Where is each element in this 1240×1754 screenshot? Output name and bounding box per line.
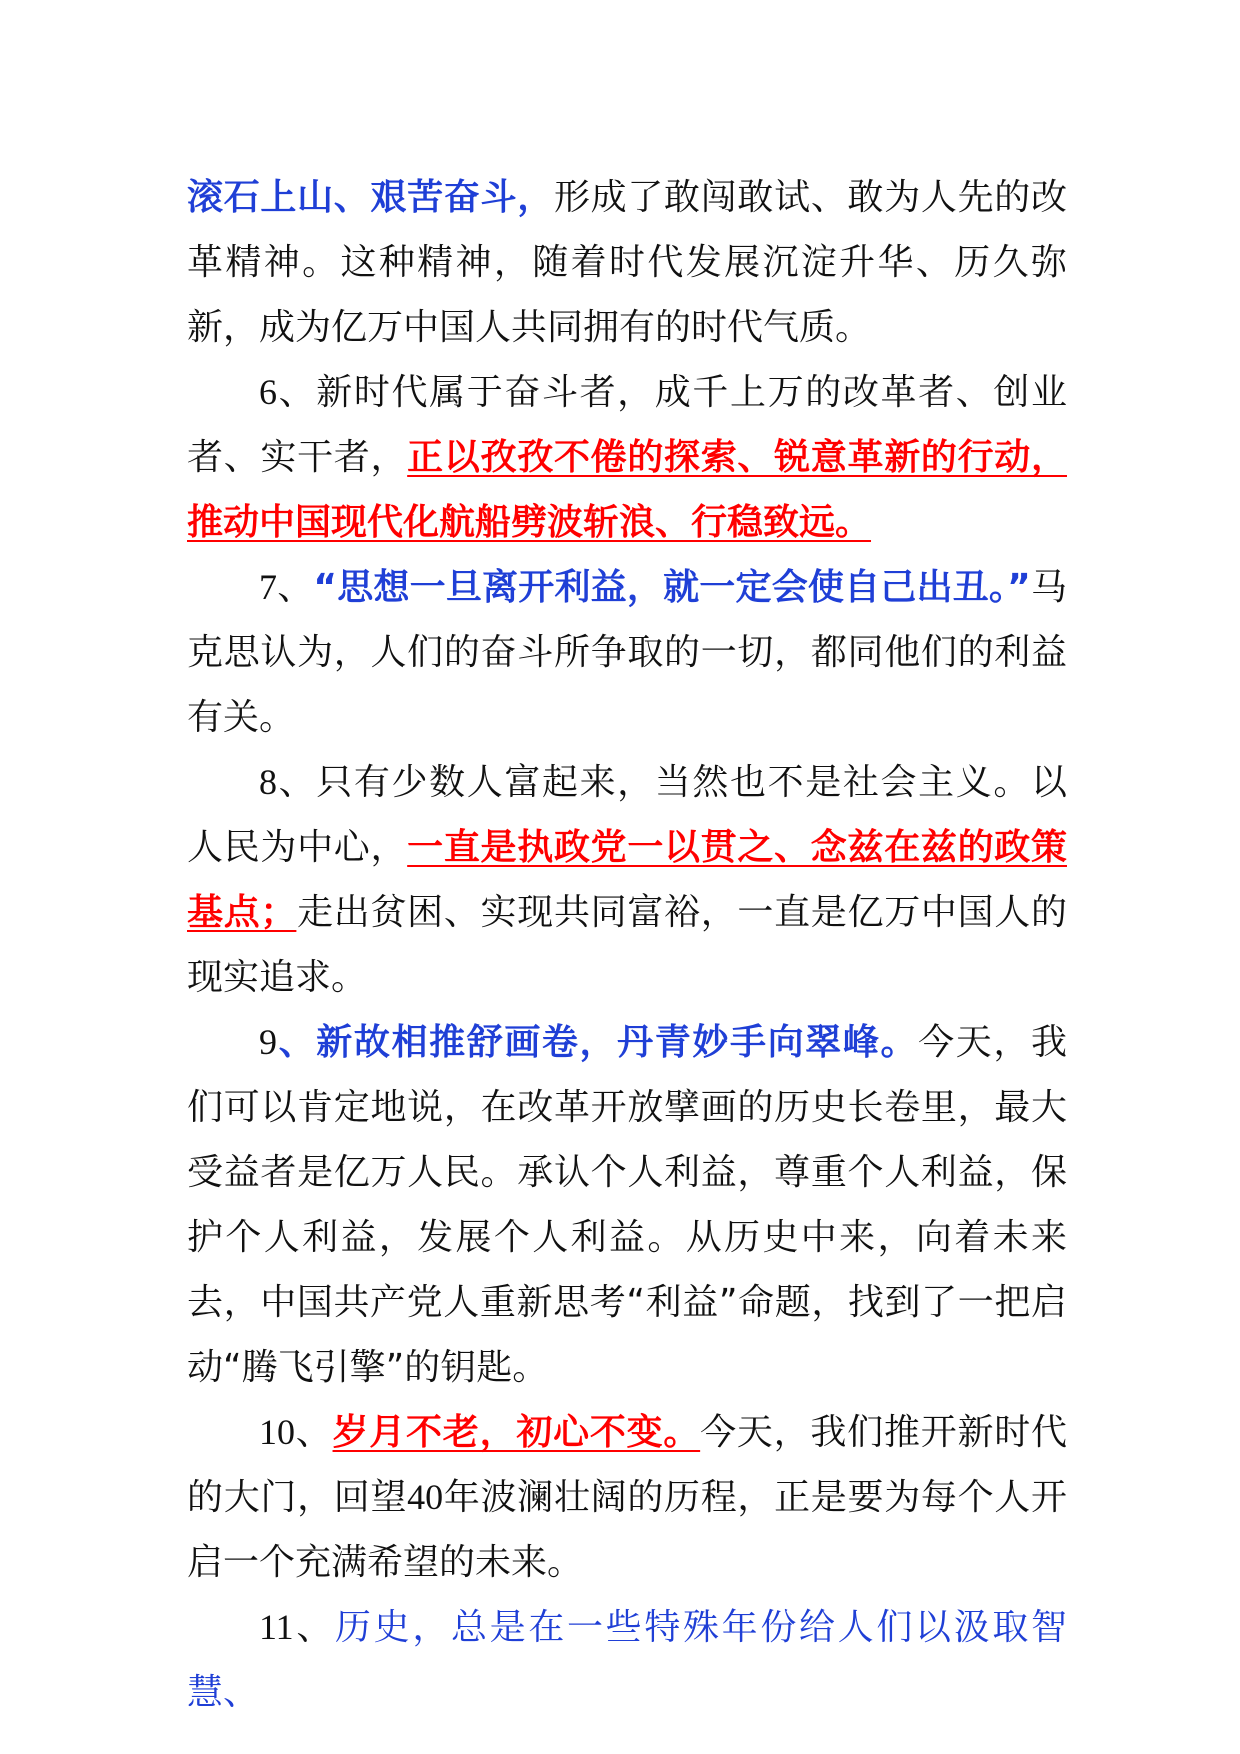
paragraph-text: 今天，我们推开新时代的大门，回望 [187, 1412, 1067, 1518]
paragraph-10 [187, 1400, 1067, 1595]
emphasis-blue-quote: “思想一旦离开利益，就一定会使自己出丑。” [313, 567, 1031, 608]
number-separator: 、 [277, 567, 314, 608]
paragraph-continuation [187, 165, 1067, 360]
emphasis-blue-plain: 历史，总是在一些特殊年份给人们以汲取智慧、 [187, 1607, 1067, 1713]
item-number: 8 [259, 762, 277, 802]
paragraph-text: 、新时代属于奋斗者，成千上万的改革者、创业者、实干者， [187, 372, 1067, 478]
number-separator: 、 [293, 1607, 336, 1648]
emphasis-red-underlined: 正以孜孜不倦的探索、锐意革新的行动，推动中国现代化航船劈波斩浪、行稳致远。 [187, 437, 1067, 543]
item-number: 10 [259, 1412, 295, 1452]
paragraph-9 [187, 1010, 1067, 1400]
number-separator: 、 [295, 1412, 333, 1453]
item-number: 7 [259, 567, 277, 607]
paragraph-text: 、只有少数人富起来，当然也不是社会主义。以人民为中心， [187, 762, 1067, 868]
paragraph-8 [187, 750, 1067, 1010]
paragraph-text-tail: 走出贫困、实现共同富裕，一直是亿万中国人的现实追求。 [187, 892, 1067, 998]
paragraph-text: 今天，我们可以肯定地说，在改革开放擘画的历史长卷里，最大受益者是亿万人民。承认个人利益，尊重个人利益，保护个人利益，发展个人利益。从历史中来，向着未来去，中国共产党人重新思考“利益”命题，找到了一把启动“腾飞引擎”的钥匙。 [187, 1022, 1067, 1388]
year-number: 40 [407, 1477, 444, 1517]
item-number: 9 [259, 1022, 277, 1062]
number-separator: 、 [277, 1022, 317, 1063]
emphasis-red-underlined: 岁月不老，初心不变。 [332, 1412, 701, 1453]
emphasis-blue: 新故相推舒画卷，丹青妙手向翠峰。 [316, 1022, 919, 1063]
paragraph-7 [187, 555, 1067, 750]
paragraph-6 [187, 360, 1067, 555]
paragraph-text-tail: 年波澜壮阔的历程，正是要为每个人开启一个充满希望的未来。 [187, 1477, 1067, 1583]
document-body [187, 165, 1067, 1725]
item-number: 6 [259, 372, 277, 412]
emphasis-blue: 滚石上山、艰苦奋斗， [187, 177, 554, 218]
paragraph-text: 马克思认为，人们的奋斗所争取的一切，都同他们的利益有关。 [187, 567, 1067, 738]
paragraph-text: 形成了敢闯敢试、敢为人先的改革精神。这种精神，随着时代发展沉淀升华、历久弥新，成为亿万中国人共同拥有的时代气质。 [187, 177, 1067, 348]
emphasis-red-underlined: 一直是执政党一以贯之、念兹在兹的政策基点； [187, 827, 1067, 933]
paragraph-11 [187, 1595, 1067, 1725]
item-number: 11 [259, 1607, 294, 1647]
